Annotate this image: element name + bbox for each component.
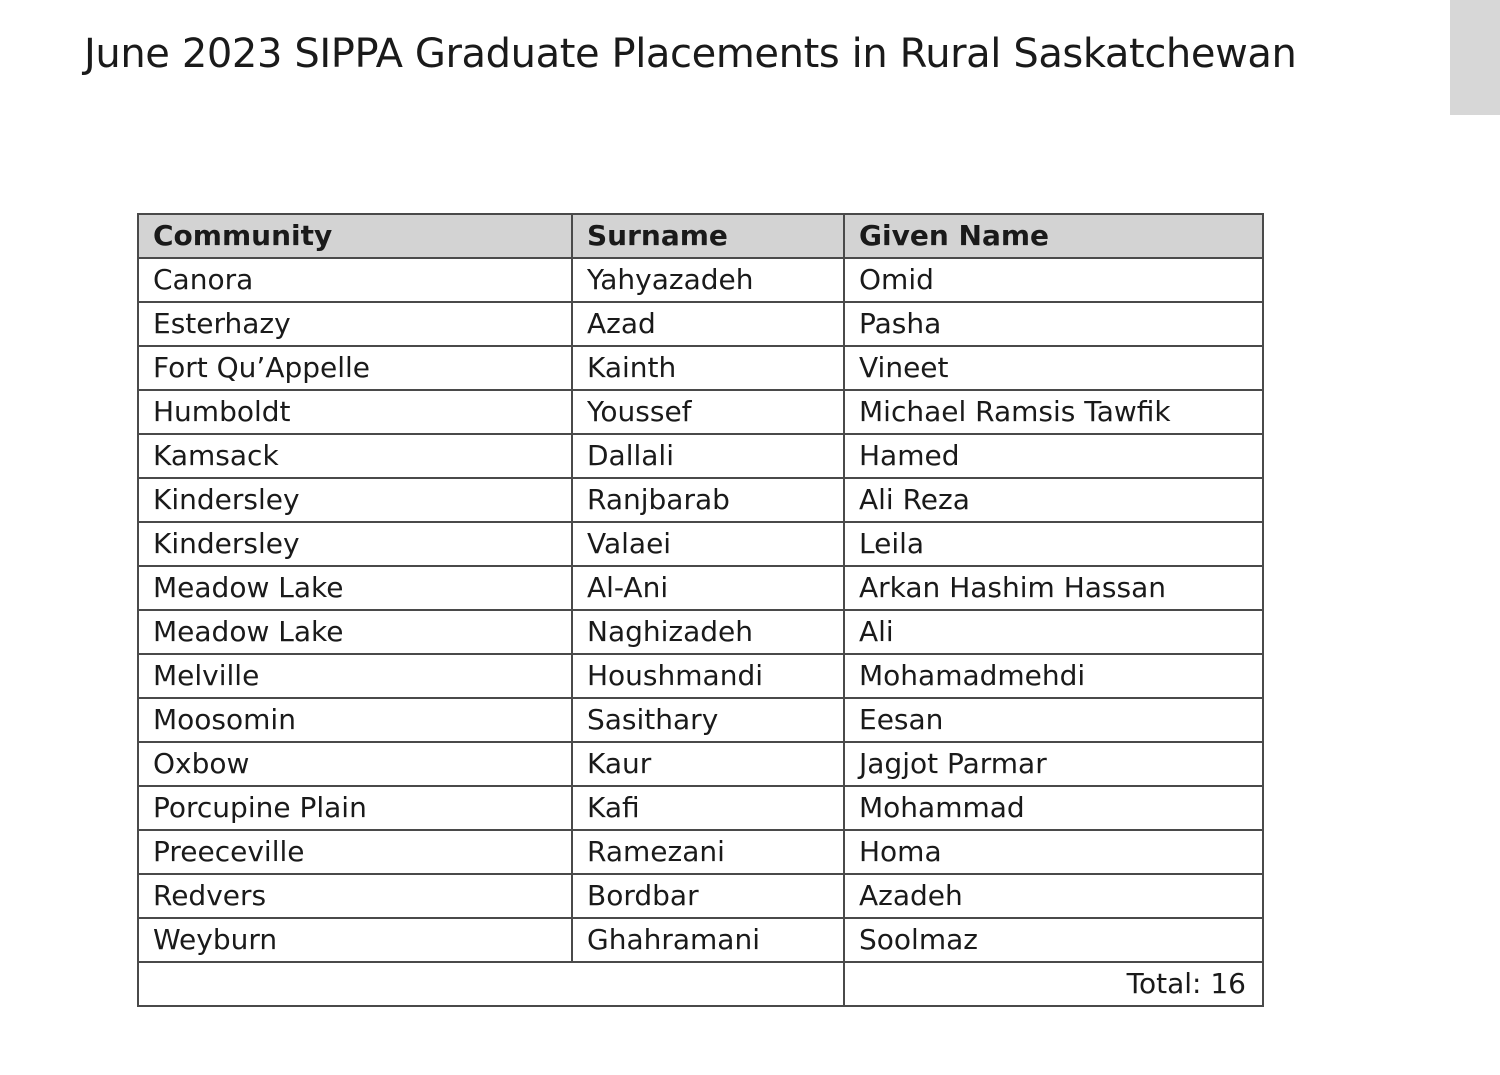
- surname-cell: Azad: [572, 302, 844, 346]
- header-row: [138, 214, 1263, 258]
- surname-cell: Valaei: [572, 522, 844, 566]
- table-row: [138, 434, 1263, 478]
- given-name-cell: Soolmaz: [844, 918, 1263, 962]
- total-blank-cell: [138, 962, 844, 1006]
- community-cell: Meadow Lake: [138, 566, 572, 610]
- given-name-cell: Pasha: [844, 302, 1263, 346]
- surname-cell: Bordbar: [572, 874, 844, 918]
- page-title: June 2023 SIPPA Graduate Placements in Rural Saskatchewan: [84, 31, 1297, 77]
- given-name-cell: Azadeh: [844, 874, 1263, 918]
- column-header-community: Community: [138, 214, 572, 258]
- total-cell: Total: 16: [844, 962, 1263, 1006]
- surname-cell: Al-Ani: [572, 566, 844, 610]
- surname-cell: Sasithary: [572, 698, 844, 742]
- table-row: [138, 830, 1263, 874]
- table-row: [138, 566, 1263, 610]
- given-name-cell: Hamed: [844, 434, 1263, 478]
- table-row: [138, 610, 1263, 654]
- surname-cell: Yahyazadeh: [572, 258, 844, 302]
- corner-block: [1450, 0, 1500, 115]
- table-row: [138, 522, 1263, 566]
- given-name-cell: Omid: [844, 258, 1263, 302]
- table-row: [138, 390, 1263, 434]
- given-name-cell: Homa: [844, 830, 1263, 874]
- column-header-surname: Surname: [572, 214, 844, 258]
- surname-cell: Kaur: [572, 742, 844, 786]
- given-name-cell: Leila: [844, 522, 1263, 566]
- community-cell: Oxbow: [138, 742, 572, 786]
- surname-cell: Kafi: [572, 786, 844, 830]
- community-cell: Humboldt: [138, 390, 572, 434]
- community-cell: Porcupine Plain: [138, 786, 572, 830]
- table-row: [138, 302, 1263, 346]
- given-name-cell: Ali Reza: [844, 478, 1263, 522]
- community-cell: Redvers: [138, 874, 572, 918]
- table-row: [138, 742, 1263, 786]
- community-cell: Canora: [138, 258, 572, 302]
- given-name-cell: Arkan Hashim Hassan: [844, 566, 1263, 610]
- table-row: [138, 698, 1263, 742]
- given-name-cell: Mohamadmehdi: [844, 654, 1263, 698]
- given-name-cell: Jagjot Parmar: [844, 742, 1263, 786]
- table-row: [138, 258, 1263, 302]
- given-name-cell: Vineet: [844, 346, 1263, 390]
- total-row: [138, 962, 1263, 1006]
- surname-cell: Youssef: [572, 390, 844, 434]
- given-name-cell: Mohammad: [844, 786, 1263, 830]
- community-cell: Meadow Lake: [138, 610, 572, 654]
- surname-cell: Kainth: [572, 346, 844, 390]
- placements-table: [137, 213, 1264, 1007]
- community-cell: Esterhazy: [138, 302, 572, 346]
- table-body: [138, 258, 1263, 962]
- community-cell: Fort Qu’Appelle: [138, 346, 572, 390]
- community-cell: Preeceville: [138, 830, 572, 874]
- surname-cell: Ghahramani: [572, 918, 844, 962]
- community-cell: Kamsack: [138, 434, 572, 478]
- column-header-given-name: Given Name: [844, 214, 1263, 258]
- given-name-cell: Ali: [844, 610, 1263, 654]
- given-name-cell: Michael Ramsis Tawfik: [844, 390, 1263, 434]
- table-row: [138, 346, 1263, 390]
- table-row: [138, 786, 1263, 830]
- table-row: [138, 478, 1263, 522]
- surname-cell: Ranjbarab: [572, 478, 844, 522]
- community-cell: Weyburn: [138, 918, 572, 962]
- surname-cell: Naghizadeh: [572, 610, 844, 654]
- table-row: [138, 874, 1263, 918]
- community-cell: Kindersley: [138, 522, 572, 566]
- table-row: [138, 918, 1263, 962]
- surname-cell: Ramezani: [572, 830, 844, 874]
- table-row: [138, 654, 1263, 698]
- community-cell: Melville: [138, 654, 572, 698]
- given-name-cell: Eesan: [844, 698, 1263, 742]
- surname-cell: Houshmandi: [572, 654, 844, 698]
- surname-cell: Dallali: [572, 434, 844, 478]
- community-cell: Moosomin: [138, 698, 572, 742]
- community-cell: Kindersley: [138, 478, 572, 522]
